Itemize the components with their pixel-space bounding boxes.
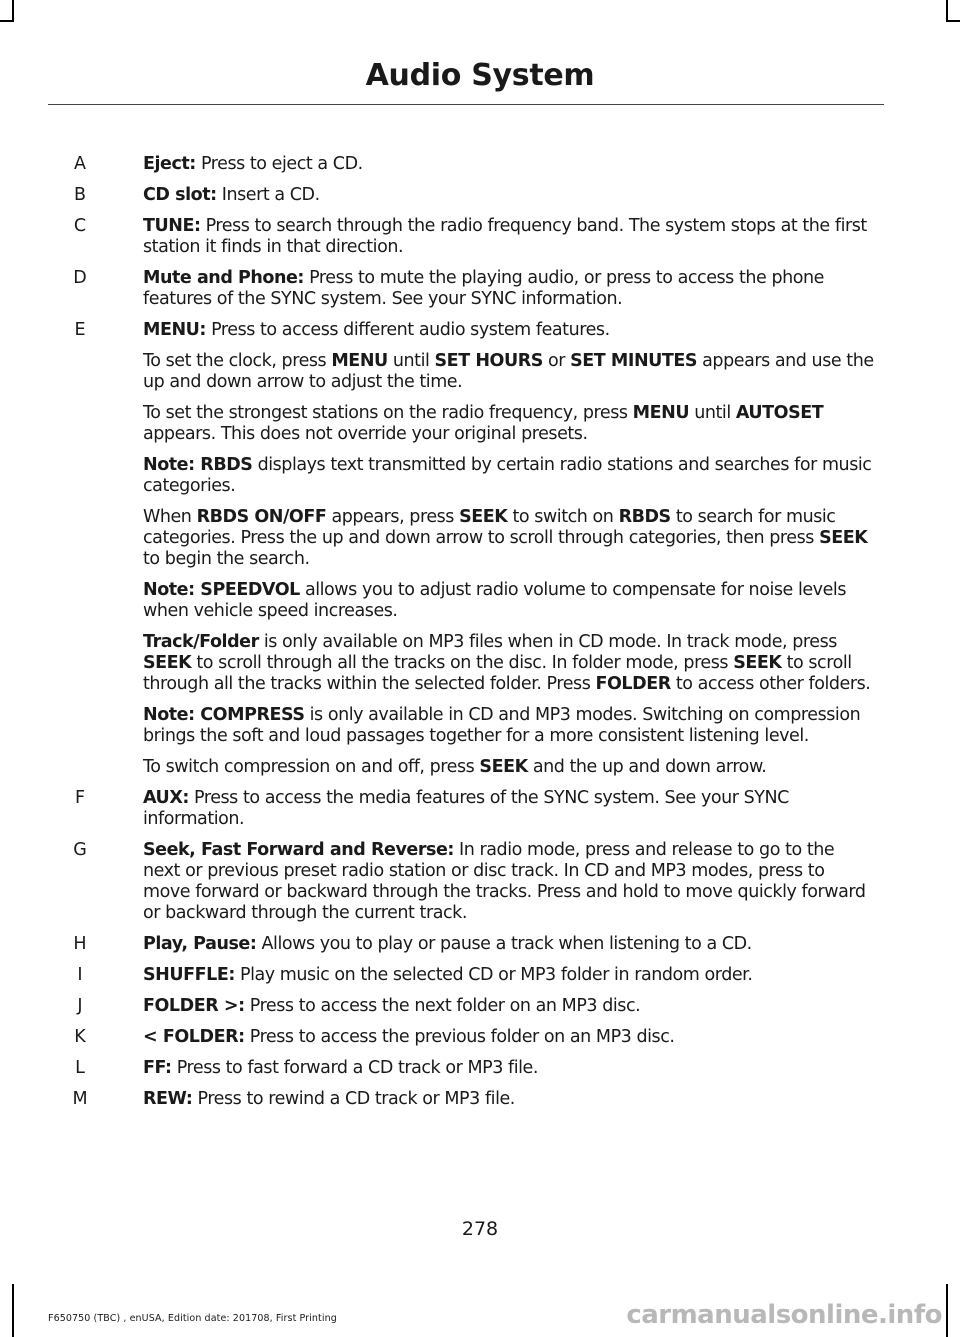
entry-k xyxy=(0,1027,960,1048)
entry-paragraph xyxy=(143,996,875,1017)
bold-term: RBDS ON/OFF xyxy=(196,507,327,527)
entry-l xyxy=(0,1058,960,1079)
entry-paragraph xyxy=(143,965,875,986)
entry-paragraph xyxy=(143,1089,875,1110)
text-run: Press to access the media features of the SYNC system. See your SYNC information. xyxy=(143,788,789,829)
entry-paragraph xyxy=(143,788,875,830)
entry-paragraph xyxy=(143,757,875,778)
bold-term: Note: SPEEDVOL xyxy=(143,580,300,600)
text-run: to switch on xyxy=(507,507,619,527)
entry-b xyxy=(0,185,960,206)
text-run: Press to fast forward a CD track or MP3 file. xyxy=(171,1058,538,1078)
entry-m xyxy=(0,1089,960,1110)
entry-letter: G xyxy=(73,840,87,860)
crop-mark-top-right xyxy=(946,0,948,22)
text-run: In radio mode, press and release to go to the next or previous preset radio station or disc track. In CD and MP3 modes, press to move forward or backward through the tracks. Press and hold to move quickly forward or backward through the current track. xyxy=(143,840,866,923)
bold-term: < FOLDER: xyxy=(143,1027,245,1047)
entry-i xyxy=(0,965,960,986)
text-run: appears and use the up and down arrow to adjust the time. xyxy=(143,351,874,392)
footer-edition-info: F650750 (TBC) , enUSA, Edition date: 201708, First Printing xyxy=(48,1313,337,1324)
text-run: appears, press xyxy=(326,507,460,527)
entry-letter: D xyxy=(73,268,87,288)
bold-term: AUX: xyxy=(143,788,189,808)
entry-letter: B xyxy=(73,185,86,205)
entry-g xyxy=(0,840,960,924)
bold-term: SEEK xyxy=(733,653,782,673)
entry-letter: A xyxy=(74,154,86,174)
entry-paragraph xyxy=(143,840,875,924)
entry-paragraph xyxy=(143,320,875,341)
entry-paragraph xyxy=(143,632,875,695)
text-run: To set the clock, press xyxy=(143,351,332,371)
entry-paragraph xyxy=(143,403,875,445)
page-title: Audio System xyxy=(365,58,595,93)
text-run: Press to mute the playing audio, or press to access the phone features of the SYNC system. See your SYNC information. xyxy=(143,268,824,309)
bold-term: TUNE: xyxy=(143,216,201,236)
bold-term: AUTOSET xyxy=(735,403,824,423)
bold-term: SEEK xyxy=(459,507,508,527)
text-run: until xyxy=(387,351,435,371)
bold-term: SET HOURS xyxy=(434,351,543,371)
bold-term: Seek, Fast Forward and Reverse: xyxy=(143,840,454,860)
text-run: to scroll through all the tracks on the disc. In folder mode, press xyxy=(191,653,734,673)
text-run: to begin the search. xyxy=(143,549,310,569)
bold-term: RBDS xyxy=(618,507,671,527)
entry-c xyxy=(0,216,960,258)
text-run: is only available on MP3 files when in CD mode. In track mode, press xyxy=(258,632,837,652)
entry-paragraph xyxy=(143,268,875,310)
bold-term: Note: RBDS xyxy=(143,455,253,475)
bold-term: Mute and Phone: xyxy=(143,268,304,288)
text-run: to search for music categories. Press the up and down arrow to scroll through categories, then press xyxy=(143,507,836,548)
page-number: 278 xyxy=(461,1218,499,1240)
entry-paragraph xyxy=(143,580,875,622)
text-run: is only available in CD and MP3 modes. Switching on compression brings the soft and loud passages together for a more consistent listening level. xyxy=(143,705,861,746)
entry-list xyxy=(0,154,960,1120)
entry-letter: E xyxy=(74,320,86,340)
text-run: or xyxy=(542,351,571,371)
text-run: appears. This does not override your original presets. xyxy=(143,424,588,444)
bold-term: SET MINUTES xyxy=(570,351,698,371)
bold-term: MENU: xyxy=(143,320,206,340)
entry-paragraph xyxy=(143,507,875,570)
bold-term: Eject: xyxy=(143,154,196,174)
bold-term: SEEK xyxy=(143,653,192,673)
crop-mark-bottom-right xyxy=(946,1284,948,1337)
entry-paragraph xyxy=(143,185,875,206)
crop-mark-top-right-h xyxy=(946,20,960,22)
text-run: and the up and down arrow. xyxy=(527,757,767,777)
bold-term: Track/Folder xyxy=(143,632,259,652)
entry-e xyxy=(0,320,960,778)
entry-paragraph xyxy=(143,1058,875,1079)
bold-term: FF: xyxy=(143,1058,172,1078)
entry-letter: K xyxy=(74,1027,86,1047)
crop-mark-bottom-left xyxy=(12,1284,14,1337)
text-run: Insert a CD. xyxy=(216,185,320,205)
bold-term: Play, Pause: xyxy=(143,934,257,954)
entry-paragraph xyxy=(143,154,875,175)
bold-term: Note: COMPRESS xyxy=(143,705,305,725)
text-run: To switch compression on and off, press xyxy=(143,757,480,777)
entry-letter: F xyxy=(74,788,86,808)
header-divider xyxy=(48,104,884,105)
entry-letter: H xyxy=(73,934,87,954)
entry-f xyxy=(0,788,960,830)
text-run: to access other folders. xyxy=(670,674,871,694)
entry-letter: I xyxy=(77,965,83,985)
entry-paragraph xyxy=(143,351,875,393)
entry-letter: M xyxy=(72,1089,88,1109)
entry-j xyxy=(0,996,960,1017)
bold-term: SHUFFLE: xyxy=(143,965,235,985)
text-run: Press to access different audio system features. xyxy=(205,320,610,340)
entry-a xyxy=(0,154,960,175)
entry-d xyxy=(0,268,960,310)
text-run: Play music on the selected CD or MP3 folder in random order. xyxy=(234,965,753,985)
bold-term: FOLDER xyxy=(595,674,671,694)
entry-letter: J xyxy=(77,996,83,1016)
text-run: Press to rewind a CD track or MP3 file. xyxy=(192,1089,515,1109)
crop-mark-top-left xyxy=(12,0,14,22)
bold-term: MENU xyxy=(331,351,388,371)
bold-term: CD slot: xyxy=(143,185,217,205)
text-run: Allows you to play or pause a track when listening to a CD. xyxy=(256,934,752,954)
crop-mark-top-left-h xyxy=(0,20,14,22)
text-run: Press to access the next folder on an MP3 disc. xyxy=(244,996,641,1016)
text-run: Press to access the previous folder on an MP3 disc. xyxy=(244,1027,675,1047)
bold-term: REW: xyxy=(143,1089,193,1109)
text-run: to scroll through all the tracks within the selected folder. Press xyxy=(143,653,852,694)
text-run: When xyxy=(143,507,197,527)
entry-paragraph xyxy=(143,705,875,747)
entry-letter: C xyxy=(73,216,87,236)
entry-letter: L xyxy=(75,1058,85,1078)
entry-paragraph xyxy=(143,1027,875,1048)
bold-term: SEEK xyxy=(479,757,528,777)
text-run: allows you to adjust radio volume to compensate for noise levels when vehicle speed increases. xyxy=(143,580,846,621)
entry-paragraph xyxy=(143,934,875,955)
entry-paragraph xyxy=(143,455,875,497)
text-run: displays text transmitted by certain radio stations and searches for music categories. xyxy=(143,455,872,496)
watermark: carmanualsonline.info xyxy=(626,1300,942,1330)
text-run: Press to eject a CD. xyxy=(195,154,363,174)
bold-term: FOLDER >: xyxy=(143,996,245,1016)
text-run: Press to search through the radio frequency band. The system stops at the first station it finds in that direction. xyxy=(143,216,867,257)
entry-paragraph xyxy=(143,216,875,258)
bold-term: SEEK xyxy=(819,528,868,548)
entry-h xyxy=(0,934,960,955)
text-run: until xyxy=(689,403,736,423)
bold-term: MENU xyxy=(632,403,690,423)
text-run: To set the strongest stations on the radio frequency, press xyxy=(143,403,633,423)
